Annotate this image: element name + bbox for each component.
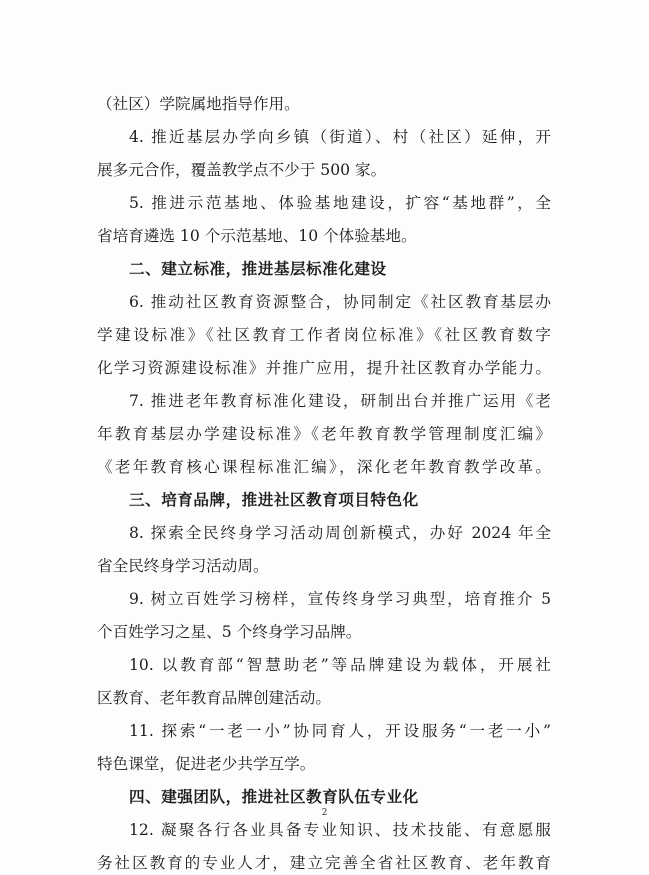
paragraph-line: 《老年教育核心课程标准汇编》，深化老年教育教学改革。 (97, 458, 551, 476)
paragraph-line: 展多元合作，覆盖教学点不少于 500 家。 (97, 161, 387, 179)
paragraph-line: 9. 树立百姓学习榜样，宣传终身学习典型，培育推介 5 (129, 590, 551, 608)
paragraph-line: 11. 探索“一老一小”协同育人，开设服务“一老一小” (129, 722, 551, 740)
paragraph-line: 特色课堂，促进老少共学互学。 (97, 755, 316, 773)
paragraph-line: （社区）学院属地指导作用。 (97, 95, 300, 113)
paragraph-line: 区教育、老年教育品牌创建活动。 (97, 689, 331, 707)
paragraph-line: 12. 凝聚各行各业具备专业知识、技术技能、有意愿服 (129, 821, 551, 839)
section-heading: 二、建立标准，推进基层标准化建设 (129, 260, 387, 278)
paragraph-line: 4. 推近基层办学向乡镇（街道）、村（社区）延伸，开 (129, 128, 551, 146)
paragraph-line: 8. 探索全民终身学习活动周创新模式，办好 2024 年全 (129, 524, 551, 542)
paragraph-line: 化学习资源建设标准》并推广应用，提升社区教育办学能力。 (97, 359, 551, 377)
section-heading: 三、培育品牌，推进社区教育项目特色化 (129, 491, 419, 509)
paragraph-line: 6. 推动社区教育资源整合，协同制定《社区教育基层办 (129, 293, 551, 311)
paragraph-line: 年教育基层办学建设标准》《老年教育教学管理制度汇编》 (97, 425, 551, 443)
paragraph-line: 7. 推进老年教育标准化建设，研制出台并推广运用《老 (129, 392, 551, 410)
paragraph-line: 务社区教育的专业人才，建立完善全省社区教育、老年教育 (97, 854, 551, 872)
paragraph-line: 个百姓学习之星、5 个终身学习品牌。 (97, 623, 362, 641)
paragraph-line: 学建设标准》《社区教育工作者岗位标准》《社区教育数字 (97, 326, 551, 344)
paragraph-line: 省培育遴选 10 个示范基地、10 个体验基地。 (97, 227, 417, 245)
page-number: 2 (321, 808, 328, 818)
paragraph-line: 省全民终身学习活动周。 (97, 557, 269, 575)
paragraph-line: 5. 推进示范基地、体验基地建设，扩容“基地群”，全 (129, 194, 551, 212)
paragraph-line: 10. 以教育部“智慧助老”等品牌建设为载体，开展社 (129, 656, 551, 674)
section-heading: 四、建强团队，推进社区教育队伍专业化 (129, 788, 419, 806)
